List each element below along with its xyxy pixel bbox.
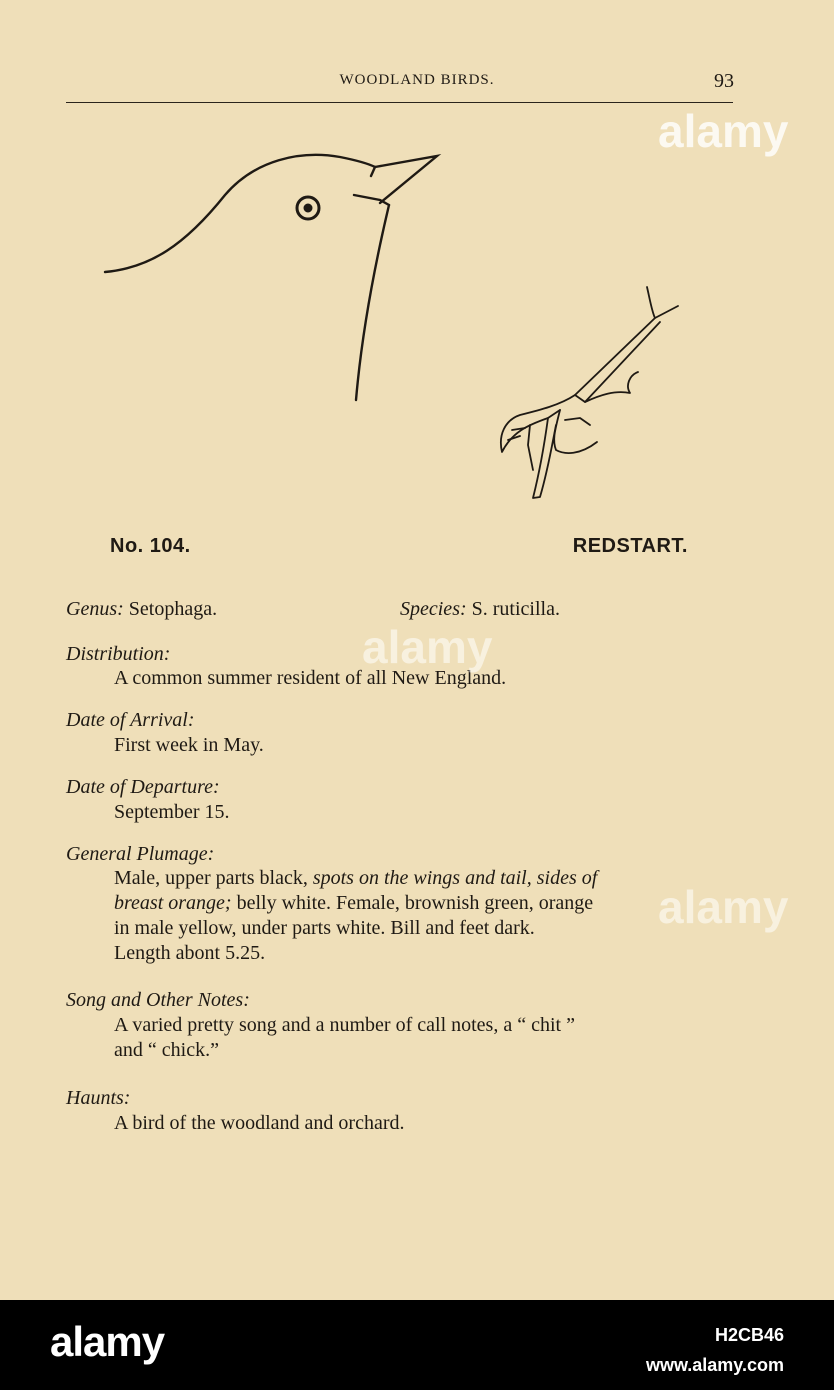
footer-image-info	[646, 1320, 784, 1380]
species-line	[400, 598, 560, 621]
arrival-text: First week in May.	[114, 734, 264, 756]
plumage-line-1: Male, upper parts black, spots on the wings and tail, sides of	[114, 867, 598, 889]
footer-brand-logo: alamy	[50, 1318, 165, 1365]
genus-label: Genus:	[66, 598, 124, 620]
bird-illustration	[0, 0, 834, 520]
song-label: Song and Other Notes:	[66, 989, 250, 1011]
watermark-logo: alamy	[658, 105, 789, 157]
distribution-text: A common summer resident of all New England.	[114, 667, 507, 689]
bird-foot-outline	[501, 287, 678, 498]
song-text	[114, 1013, 738, 1063]
species-label: Species:	[400, 598, 467, 620]
plumage-line-3: in male yellow, under parts white. Bill and feet dark.	[114, 917, 535, 939]
arrival-label: Date of Arrival:	[66, 709, 195, 731]
bird-eye	[297, 197, 319, 219]
image-id: H2CB46	[714, 1325, 784, 1345]
stock-footer	[0, 1300, 834, 1390]
page-number: 93	[714, 70, 734, 92]
haunts-label: Haunts:	[66, 1087, 131, 1109]
plumage-line-2: breast orange; belly white. Female, brownish green, orange	[114, 892, 594, 914]
species-value: S. ruticilla.	[471, 598, 560, 620]
watermark-logo-right: alamy	[658, 881, 789, 933]
song-line-1: A varied pretty song and a number of call notes, a “ chit ”	[114, 1014, 575, 1036]
bird-head-outline	[105, 155, 437, 400]
distribution-label: Distribution:	[66, 643, 171, 665]
genus-line	[66, 598, 217, 621]
watermark-logo-center: alamy	[362, 621, 493, 673]
entry-number: No. 104.	[110, 535, 191, 557]
plumage-line-4: Length abont 5.25.	[114, 942, 266, 964]
site-url: www.alamy.com	[645, 1355, 784, 1375]
departure-label: Date of Departure:	[66, 776, 220, 798]
genus-value: Setophaga.	[128, 598, 218, 620]
song-line-2: and “ chick.”	[114, 1039, 219, 1061]
plumage-text	[114, 866, 738, 966]
plumage-label: General Plumage:	[66, 843, 215, 865]
running-header: WOODLAND BIRDS.	[339, 72, 495, 88]
departure-text: September 15.	[114, 801, 230, 823]
entry-name: REDSTART.	[572, 535, 688, 557]
haunts-text: A bird of the woodland and orchard.	[114, 1112, 405, 1134]
